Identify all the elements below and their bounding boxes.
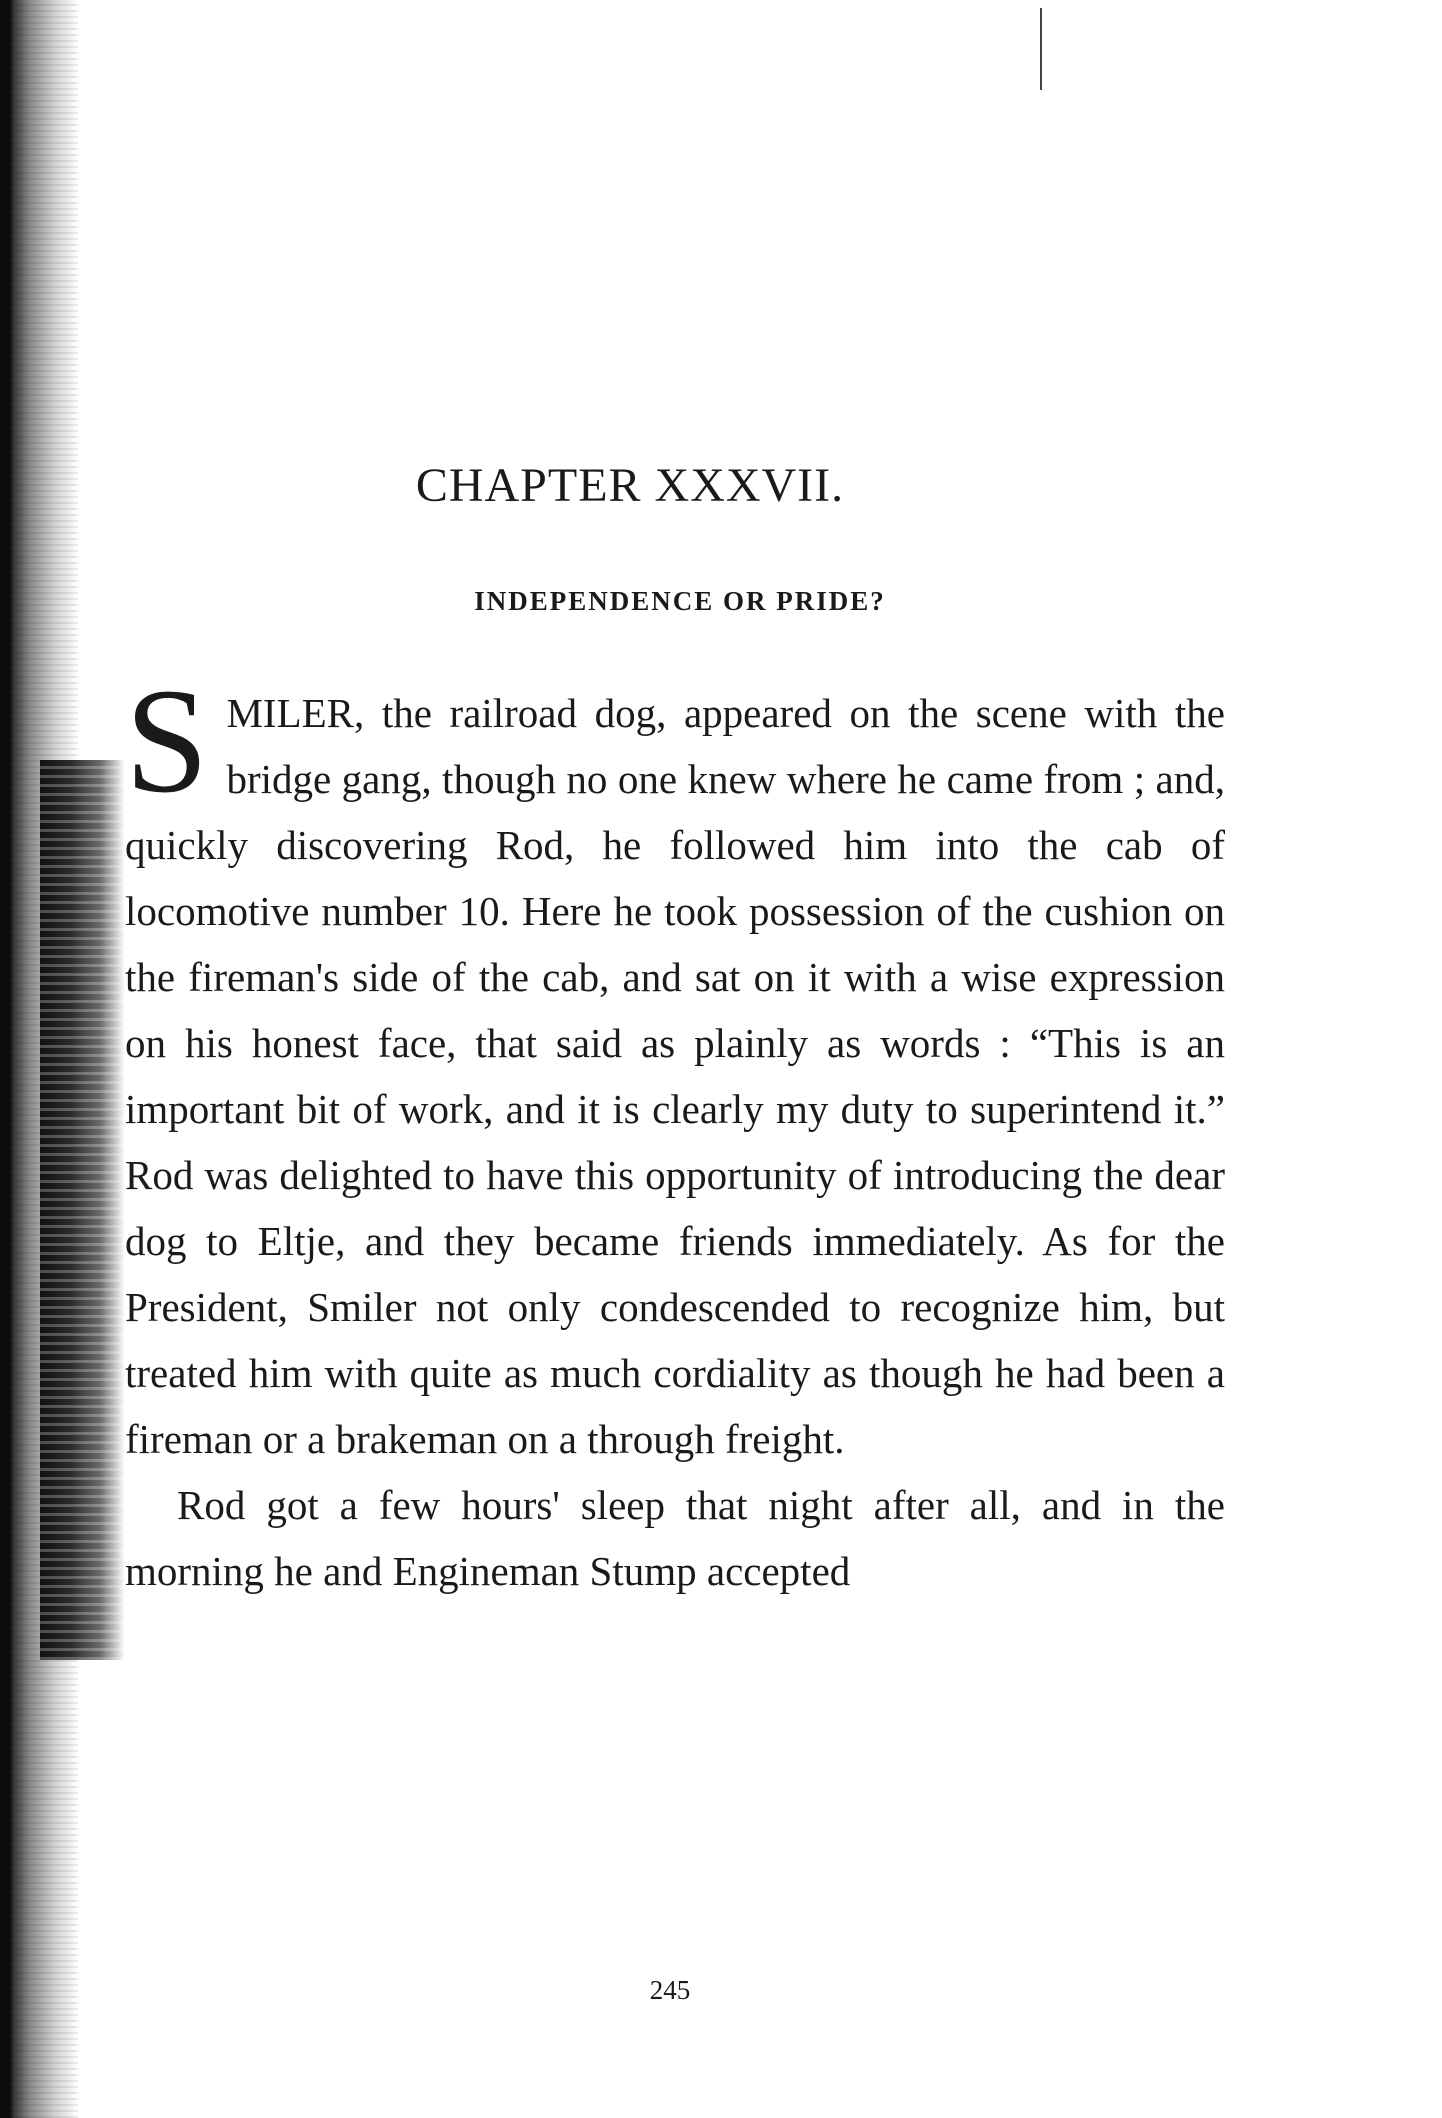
chapter-title: CHAPTER XXXVII. bbox=[415, 459, 845, 512]
chapter-subtitle: INDEPENDENCE OR PRIDE? bbox=[474, 586, 886, 616]
page-number: 245 bbox=[649, 1975, 691, 2005]
scan-margin-mark bbox=[1040, 8, 1042, 90]
drop-cap: S bbox=[125, 658, 209, 824]
binding-shadow bbox=[40, 760, 125, 1660]
paragraph-2: Rod got a few hours' sleep that night after all, and in the morning he and Engineman Stump accepted bbox=[125, 1482, 1225, 1594]
chapter-body bbox=[125, 658, 1225, 1604]
paragraph-1-text: MILER, the railroad dog, appeared on the scene with the bridge gang, though no one knew where he came from ; and, quickly discovering Rod, he followed him into the cab of locomotive number 10. Here he took possession of the cushion on the fireman's side of the cab, and sat on it with a wise expression on his honest face, that said as plainly as words : “This is an important bit of work, and it is clearly my duty to superintend it.” Rod was delighted to have this opportunity of introducing the dear dog to Eltje, and they became friends immediately. As for the President, Smiler not only condescended to recognize him, but treated him with quite as much cordiality as though he had been a fireman or a brakeman on a through freight. bbox=[125, 690, 1225, 1462]
paragraph-1 bbox=[125, 658, 1225, 1472]
